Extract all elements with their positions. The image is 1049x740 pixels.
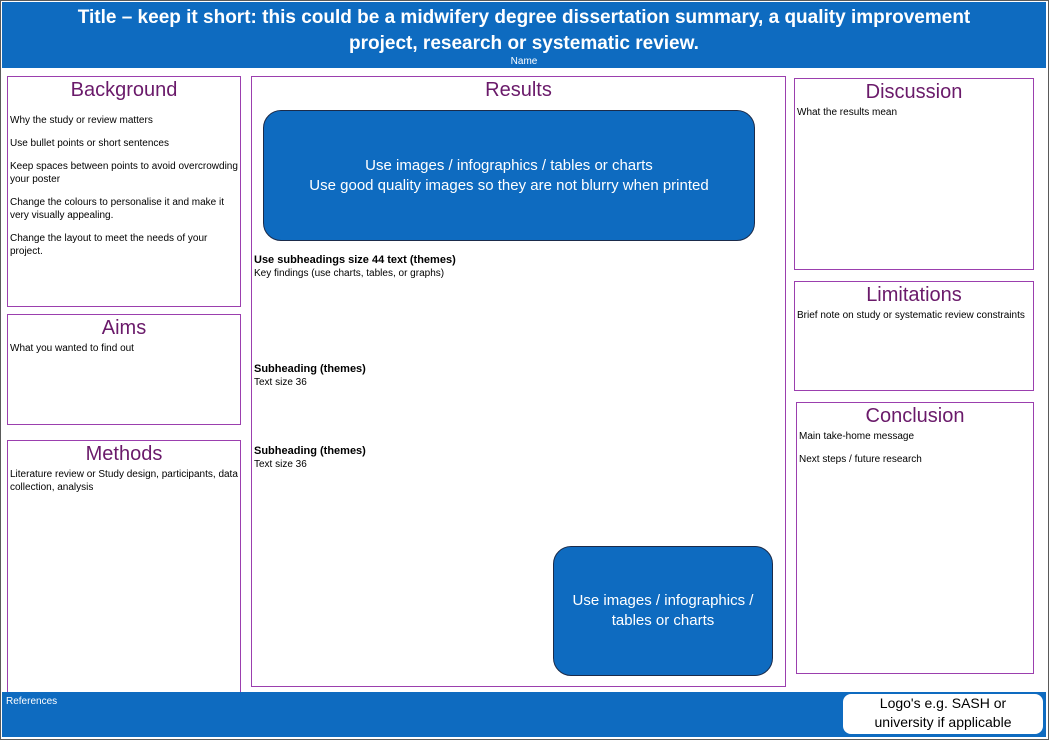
results-subsection-2 xyxy=(254,362,366,390)
results-subsection-3 xyxy=(254,444,366,472)
conclusion-line-2: Next steps / future research xyxy=(799,454,922,465)
results-image-placeholder-bottom xyxy=(553,546,773,676)
results-subsection-1 xyxy=(254,253,456,281)
results-subheading-3: Subheading (themes) xyxy=(254,445,366,457)
results-box2-line-2: tables or charts xyxy=(611,612,715,629)
background-line: Keep spaces between points to avoid overcrowding your poster xyxy=(10,161,238,185)
logo-placeholder xyxy=(843,694,1043,734)
limitations-panel xyxy=(794,281,1034,391)
conclusion-line-1: Main take-home message xyxy=(799,431,915,442)
results-subtext-3: Text size 36 xyxy=(254,459,307,470)
results-subtext-2: Text size 36 xyxy=(254,377,307,388)
methods-heading: Methods xyxy=(85,443,163,465)
results-subheading-2: Subheading (themes) xyxy=(254,363,366,375)
limitations-text: Brief note on study or systematic review constraints xyxy=(797,310,1025,321)
aims-text: What you wanted to find out xyxy=(10,343,134,354)
aims-panel xyxy=(7,314,241,425)
background-line: Change the colours to personalise it and make it very visually appealing. xyxy=(10,197,225,221)
aims-heading: Aims xyxy=(101,317,147,339)
poster-title-line-2: project, research or systematic review. xyxy=(349,33,699,54)
results-image-placeholder-top xyxy=(263,110,755,241)
conclusion-heading: Conclusion xyxy=(865,405,965,427)
discussion-text: What the results mean xyxy=(797,107,898,118)
poster-title-line-1: Title – keep it short: this could be a midwifery degree dissertation summary, a quality improvement xyxy=(77,7,971,28)
logo-line-2: university if applicable xyxy=(874,714,1012,730)
poster-footer xyxy=(2,692,1046,737)
methods-text: Literature review or Study design, participants, data collection, analysis xyxy=(10,469,238,493)
methods-panel xyxy=(7,440,241,698)
results-box1-line-2: Use good quality images so they are not blurry when printed xyxy=(309,176,709,194)
conclusion-panel xyxy=(796,402,1034,674)
limitations-heading: Limitations xyxy=(866,284,962,306)
background-line: Change the layout to meet the needs of your project. xyxy=(10,233,208,257)
results-panel xyxy=(251,76,786,687)
background-panel xyxy=(7,76,241,307)
background-heading: Background xyxy=(70,79,178,101)
poster-header xyxy=(2,2,1046,68)
results-subtext-1: Key findings (use charts, tables, or graphs) xyxy=(254,268,445,279)
discussion-heading: Discussion xyxy=(865,81,963,103)
background-line: Why the study or review matters xyxy=(10,115,153,126)
discussion-panel xyxy=(794,78,1034,270)
references-label: References xyxy=(6,696,58,707)
results-subheading-1: Use subheadings size 44 text (themes) xyxy=(254,254,456,266)
logo-line-1: Logo's e.g. SASH or xyxy=(879,695,1007,711)
results-box2-line-1: Use images / infographics / xyxy=(572,592,754,609)
results-heading: Results xyxy=(485,79,552,101)
author-name: Name xyxy=(510,56,538,67)
background-line: Use bullet points or short sentences xyxy=(10,138,169,149)
results-box1-line-1: Use images / infographics / tables or charts xyxy=(365,156,653,174)
poster-title xyxy=(22,5,1026,57)
